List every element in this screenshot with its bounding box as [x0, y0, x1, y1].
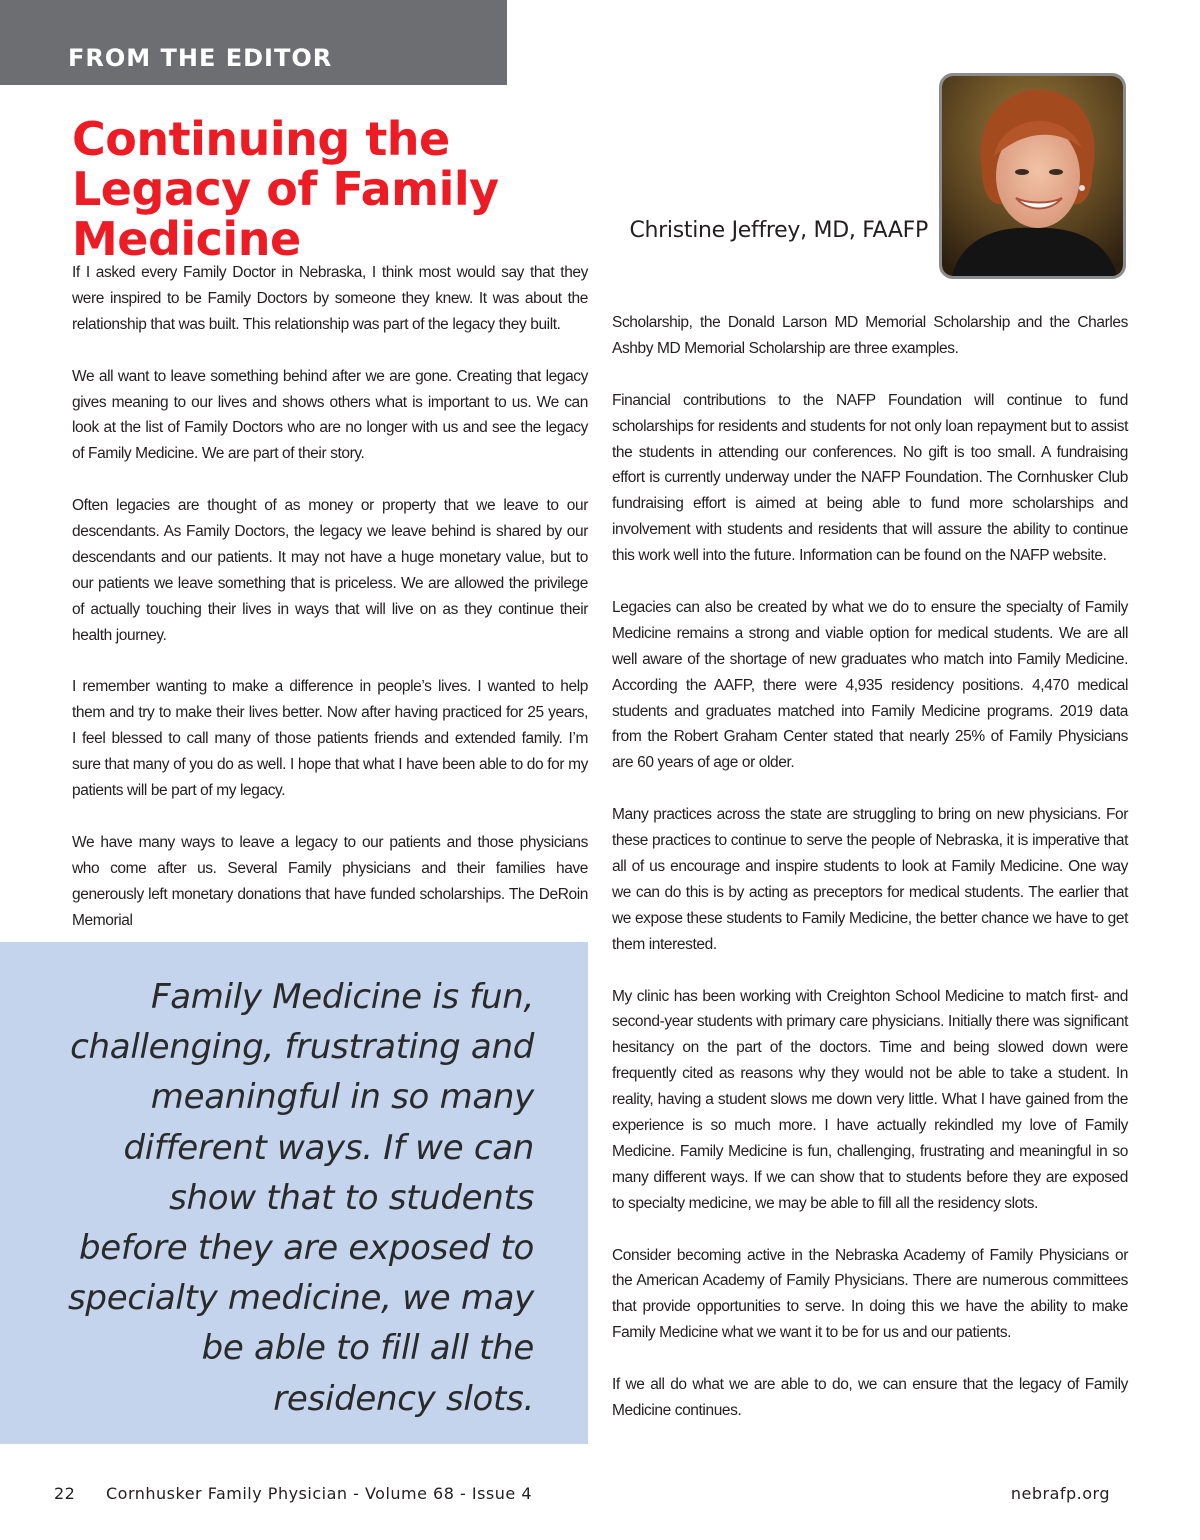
paragraph: Consider becoming active in the Nebraska Academy of Family Physicians or the American Academy of Family Physicians. There are numerous committees that provide opportunities to serve. In doing this we have the ability to make Family Medicine what we want it to be for us and our patients.: [612, 1246, 1128, 1342]
paragraph: We all want to leave something behind after we are gone. Creating that legacy gives meaning to our lives and shows others what is important to us. We can look at the list of Family Doctors who are no longer with us and see the legacy of Family Medicine. We are part of their story.: [72, 367, 588, 463]
paragraph: Scholarship, the Donald Larson MD Memorial Scholarship and the Charles Ashby MD Memorial Scholarship are three examples.: [612, 314, 1128, 357]
author-portrait-icon: [942, 76, 1123, 276]
paragraph: If we all do what we are able to do, we can ensure that the legacy of Family Medicine continues.: [612, 1376, 1128, 1419]
author-photo: [939, 73, 1126, 279]
paragraph: Financial contributions to the NAFP Foundation will continue to fund scholarships for residents and students for not only loan repayment but to assist the students in attending our conferences. No gift is too small. A fundraising effort is currently underway under the NAFP Foundation. The Cornhusker Club fundraising effort is aimed at being able to fund more scholarships and involvement with students and residents that will assure the ability to continue this work well into the future. Information can be found on the NAFP website.: [612, 391, 1128, 565]
paragraph: If I asked every Family Doctor in Nebraska, I think most would say that they were inspired to be Family Doctors by someone they knew. It was about the relationship that was built. This relationship was part of the legacy they built.: [72, 264, 588, 333]
paragraph: Legacies can also be created by what we do to ensure the specialty of Family Medicine remains a strong and viable option for medical students. We are all well aware of the shortage of new graduates who match into Family Medicine. According the AAFP, there were 4,935 residency positions. 4,470 medical students and graduates matched into Family Medicine programs. 2019 data from the Robert Graham Center stated that nearly 25% of Family Physicians are 60 years of age or older.: [612, 598, 1128, 772]
paragraph: My clinic has been working with Creighton School Medicine to match first- and second-year students with primary care physicians. Initially there was significant hesitancy on the part of the doctors. Time and being slowed down were frequently cited as reasons why they would not be able to take a student. In reality, having a student slows me down very little. What I have gained from the experience is so much more. I have actually rekindled my love of Family Medicine. Family Medicine is fun, challenging, frustrating and meaningful in so many different ways. If we can show that to students before they are exposed to specialty medicine, we may be able to fill all the residency slots.: [612, 987, 1128, 1212]
paragraph: Many practices across the state are struggling to bring on new physicians. For these practices to continue to serve the people of Nebraska, it is imperative that all of us encourage and inspire students to look at Family Medicine. One way we can do this is by acting as preceptors for medical students. The earlier that we expose these students to Family Medicine, the better chance we have to get them interested.: [612, 806, 1128, 953]
right-column: [612, 310, 1128, 1424]
paragraph: Often legacies are thought of as money or property that we leave to our descendants. As Family Doctors, the legacy we leave behind is shared by our descendants and our patients. It may not have a huge monetary value, but to our patients we leave something that is priceless. We are allowed the privilege of actually touching their lives in ways that will live on as they continue their health journey.: [72, 497, 588, 644]
publication-name: Cornhusker Family Physician - Volume 68 - Issue 4: [106, 1484, 532, 1503]
section-tab: [0, 0, 507, 85]
paragraph: We have many ways to leave a legacy to our patients and those physicians who come after us. Several Family physicians and their families have generously left monetary donations that have funded scholarships. The DeRoin Memorial: [72, 833, 588, 929]
pull-quote-box: [0, 942, 588, 1444]
article-title: Continuing the Legacy of Family Medicine: [72, 112, 499, 266]
pull-quote-text: Family Medicine is fun, challenging, frustrating and meaningful in so many different ways. If we can show that to students before they are exposed to specialty medicine, we may be able to fill all the residency slots.: [68, 977, 534, 1419]
paragraph: I remember wanting to make a difference in people’s lives. I wanted to help them and try to make their lives better. Now after having practiced for 25 years, I feel blessed to call many of those patients friends and extended family. I’m sure that many of you do as well. I hope that what I have been able to do for my patients will be part of my legacy.: [72, 678, 588, 800]
page-number: 22: [54, 1484, 76, 1503]
section-label: FROM THE EDITOR: [68, 44, 333, 72]
left-column: [72, 260, 588, 934]
author-byline: Christine Jeffrey, MD, FAAFP: [629, 218, 928, 243]
website-link[interactable]: nebrafp.org: [1010, 1484, 1110, 1503]
